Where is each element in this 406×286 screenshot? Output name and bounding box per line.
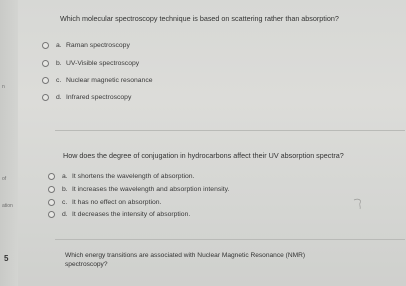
option-label: It has no effect on absorption. bbox=[72, 198, 162, 206]
q2-option-b[interactable] bbox=[48, 184, 229, 194]
option-letter: c. bbox=[62, 198, 68, 206]
option-letter: b. bbox=[62, 185, 68, 193]
option-letter: a. bbox=[56, 41, 62, 49]
question-3-text: Which energy transitions are associated with Nuclear Magnetic Resonance (NMR) bbox=[65, 252, 306, 259]
radio-button[interactable] bbox=[48, 186, 55, 193]
radio-button[interactable] bbox=[42, 94, 49, 101]
option-letter: d. bbox=[62, 210, 68, 218]
q1-option-c[interactable] bbox=[42, 75, 153, 85]
q2-option-d[interactable] bbox=[48, 209, 190, 219]
option-label: It increases the wavelength and absorption intensity. bbox=[72, 185, 230, 193]
margin-fragment: of bbox=[2, 176, 7, 182]
radio-button[interactable] bbox=[42, 77, 49, 84]
option-letter: a. bbox=[62, 172, 68, 180]
option-label: Nuclear magnetic resonance bbox=[66, 76, 153, 84]
option-label: It shortens the wavelength of absorption. bbox=[72, 172, 195, 180]
question-1-text: Which molecular spectroscopy technique is based on scattering rather than absorption? bbox=[60, 14, 339, 23]
radio-button[interactable] bbox=[42, 42, 49, 49]
radio-button[interactable] bbox=[48, 173, 55, 180]
question-divider bbox=[55, 239, 405, 240]
q2-option-c[interactable] bbox=[48, 197, 161, 207]
option-label: Infrared spectroscopy bbox=[66, 93, 132, 101]
option-label: It decreases the intensity of absorption. bbox=[72, 210, 191, 218]
option-label: Raman spectroscopy bbox=[66, 41, 130, 49]
pen-mark-icon bbox=[352, 197, 364, 211]
q1-option-b[interactable] bbox=[42, 58, 139, 68]
radio-button[interactable] bbox=[48, 199, 55, 206]
option-label: UV-Visible spectroscopy bbox=[66, 59, 140, 67]
question-number: 5 bbox=[4, 254, 9, 263]
q1-option-d[interactable] bbox=[42, 92, 131, 102]
option-letter: b. bbox=[56, 59, 62, 67]
q2-option-a[interactable] bbox=[48, 171, 194, 181]
left-margin-strip bbox=[0, 0, 18, 286]
margin-fragment: ation bbox=[2, 203, 13, 209]
question-divider bbox=[55, 130, 405, 131]
q1-option-a[interactable] bbox=[42, 40, 130, 50]
radio-button[interactable] bbox=[42, 60, 49, 67]
option-letter: c. bbox=[56, 76, 62, 84]
option-letter: d. bbox=[56, 93, 62, 101]
question-3-text-cont: spectroscopy? bbox=[65, 261, 108, 268]
radio-button[interactable] bbox=[48, 211, 55, 218]
question-2-text: How does the degree of conjugation in hydrocarbons affect their UV absorption spectra? bbox=[63, 151, 344, 160]
margin-fragment: n bbox=[2, 84, 5, 90]
